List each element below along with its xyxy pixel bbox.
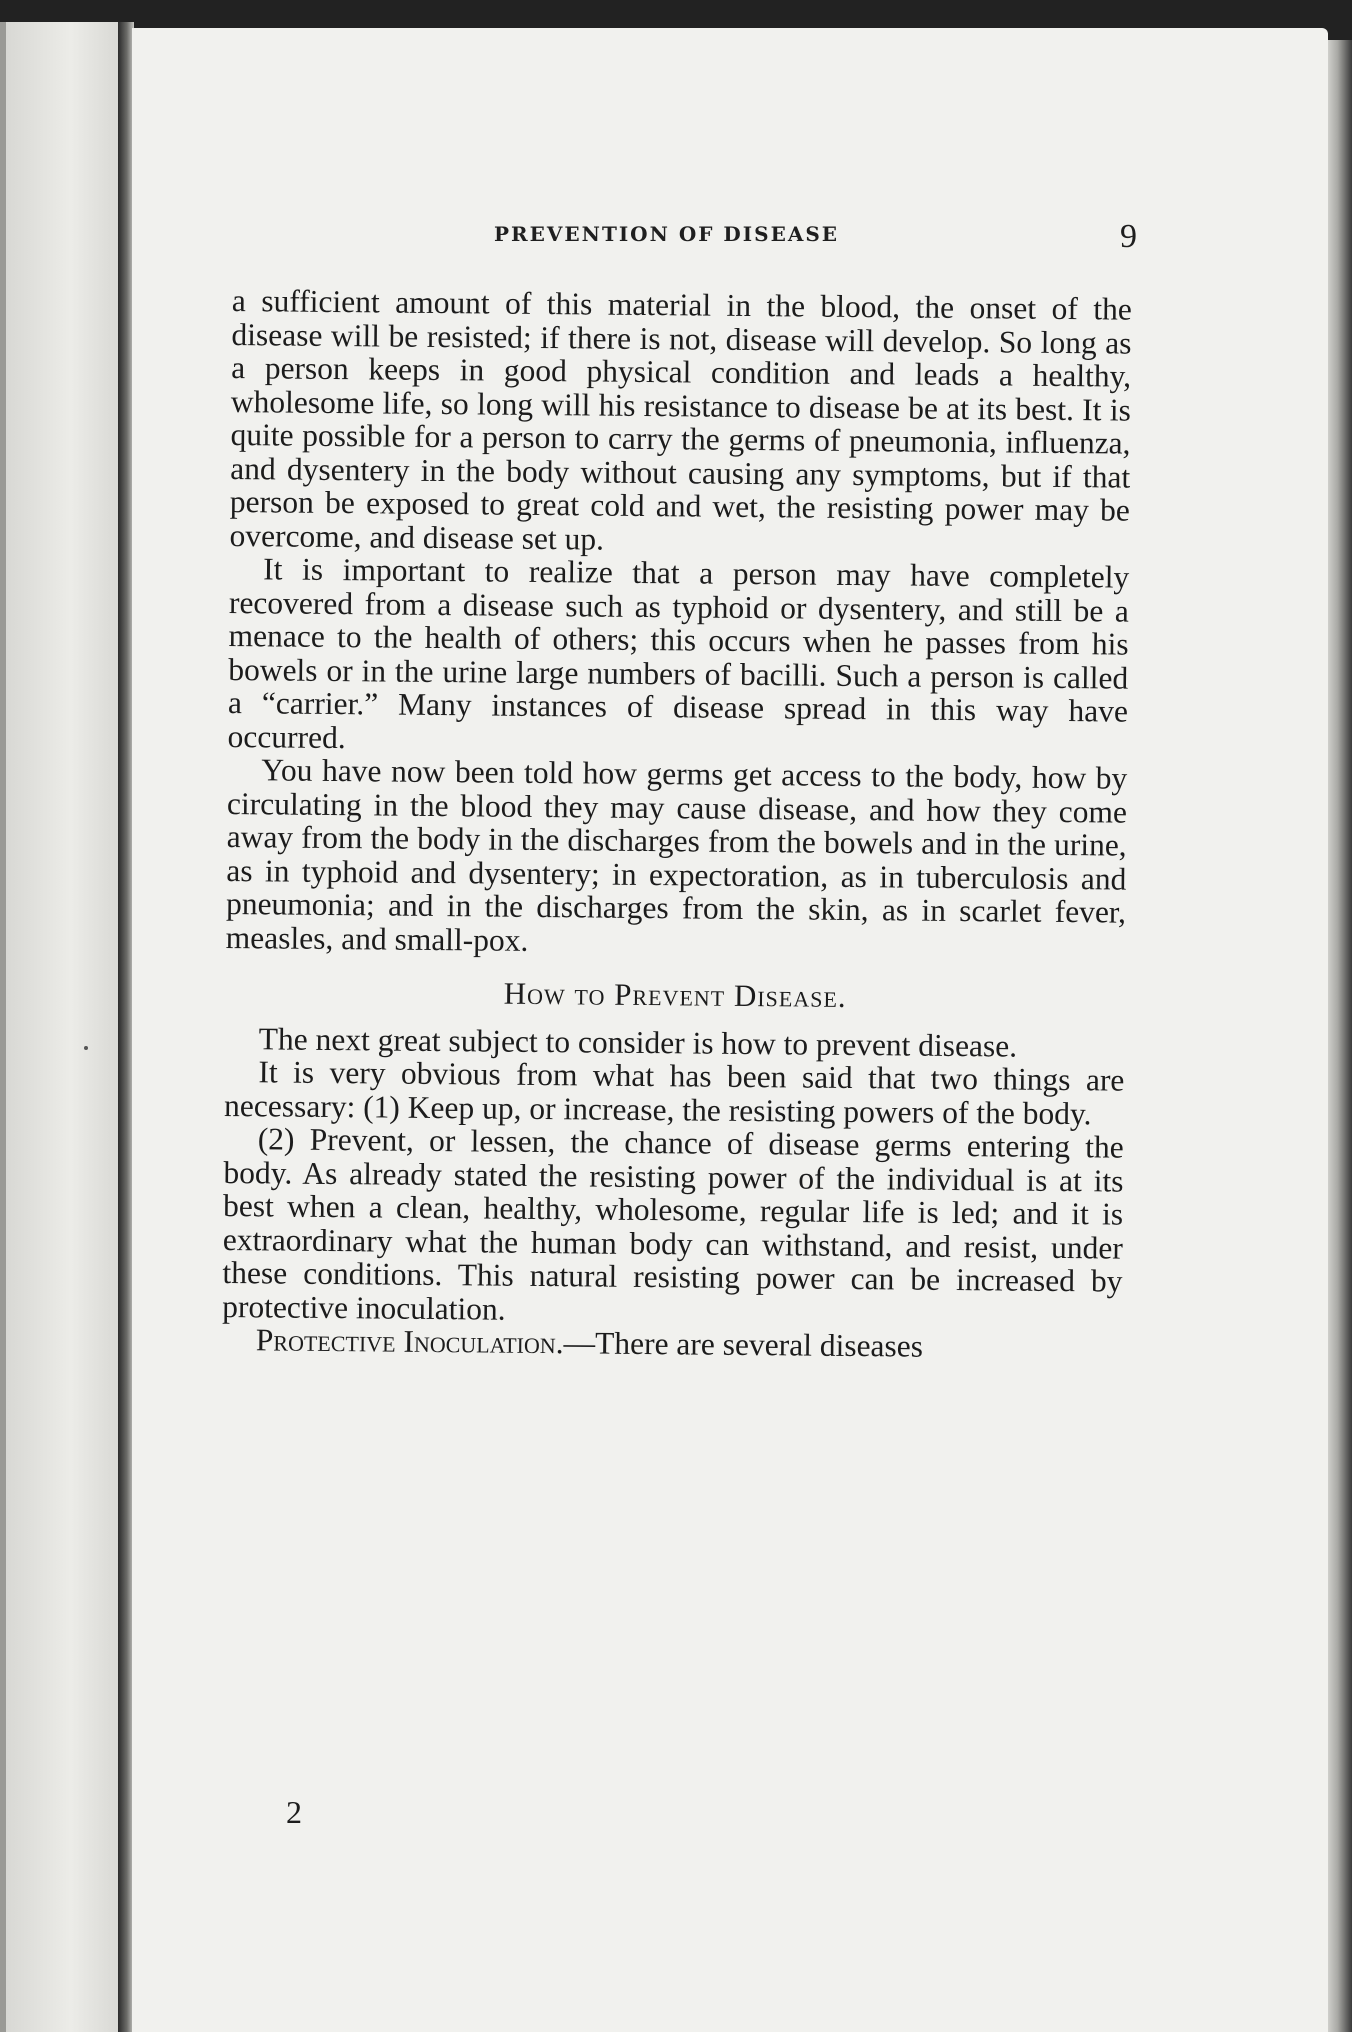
run-in-heading: Protective Inoculation. bbox=[255, 1322, 564, 1361]
section-heading: How to Prevent Disease. bbox=[503, 975, 847, 1014]
paragraph-continued: a sufficient amount of this material in the blood, the onset of the disease will be resisted; if there is not, disease will develop. So long as a person keeps in good physical condition and leads a healthy, wholesome life, so long will his resistance to disease be at its best. It is quite possible for a person to carry the germs of pneumonia, influenza, and dysentery in the body without causing any symptoms, but if that person be exposed to great cold and wet, the resisting power may be overcome, and disease set up. bbox=[229, 283, 1132, 557]
signature-mark: 2 bbox=[286, 1794, 302, 1830]
paragraph-next-subject: The next great subject to consider is how to prevent disease. bbox=[258, 1020, 1018, 1064]
page-number: 9 bbox=[1120, 218, 1137, 255]
facing-page-border bbox=[0, 22, 6, 2032]
paragraph-inoculation-text: —There are several diseases bbox=[563, 1325, 924, 1364]
page-right-edge bbox=[1328, 40, 1352, 2032]
scan-speck bbox=[84, 1046, 88, 1050]
paragraph-prevent-germs: (2) Prevent, or lessen, the chance of disease germs entering the body. As already stated the resisting power of the individual is at its best when a clean, healthy, wholesome, regular life is led; and it is extraordinary what the human body can withstand, and resist, under these conditions. This natural resisting power can be increased by protective inoculation. bbox=[222, 1121, 1124, 1327]
paragraph-germs-access: You have now been told how germs get access to the body, how by circulating in the blood they may cause disease, and how they come away from the body in the discharges from the bowels and in the urine, as in typhoid and dysentery; in expectoration, as in tuberculosis and pneumonia; and in the discharges from the skin, as in scarlet fever, measles, and small-pox. bbox=[225, 752, 1128, 958]
paragraph-carrier: It is important to realize that a person may have completely recovered from a disease such as typhoid or dysentery, and still be a menace to the health of others; this occurs when he passes from his bowels or in the urine large numbers of bacilli. Such a person is called a “carrier.” Many instances of disease spread in this way have occurred. bbox=[227, 551, 1130, 755]
running-head: PREVENTION OF DISEASE bbox=[494, 222, 840, 246]
facing-page-edge bbox=[0, 22, 118, 2032]
paragraph-two-things: It is very obvious from what has been said that two things are necessary: (1) Keep up, or increase, the resisting powers of the body. bbox=[223, 1054, 1125, 1131]
page-body bbox=[222, 284, 1132, 1365]
